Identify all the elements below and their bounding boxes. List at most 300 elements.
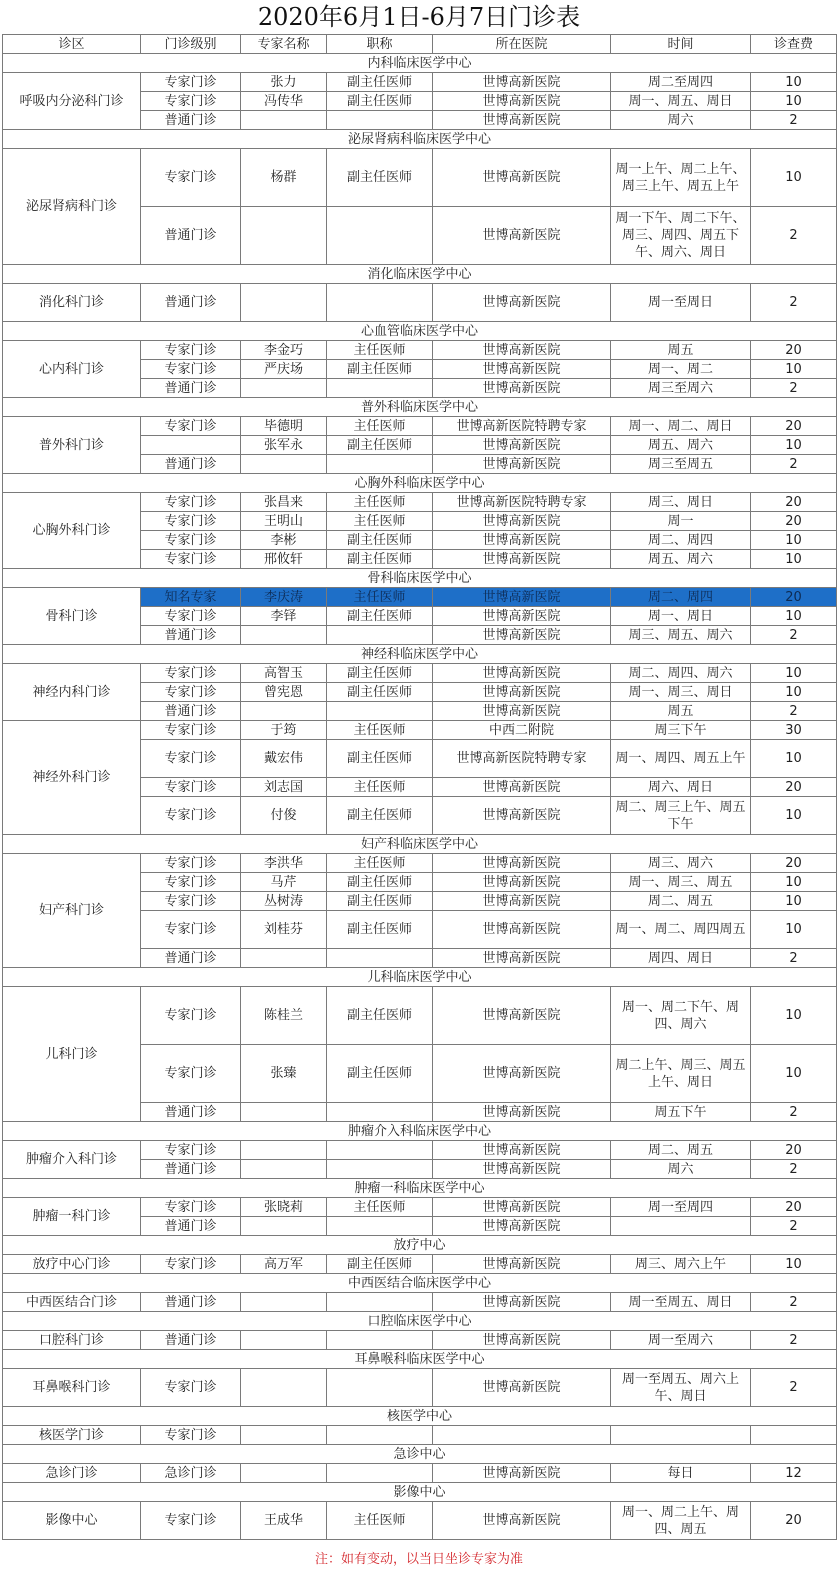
hospital-cell: 世博高新医院 (433, 550, 611, 569)
col-header-title: 职称 (327, 35, 433, 54)
expert-name-cell: 高智玉 (241, 664, 327, 683)
expert-name-cell: 李洪华 (241, 854, 327, 873)
level-cell: 专家门诊 (141, 664, 241, 683)
time-cell: 周一至周五、周六上午、周日 (611, 1369, 751, 1407)
expert-name-cell: 张晓莉 (241, 1198, 327, 1217)
expert-name-cell (241, 1103, 327, 1122)
hospital-cell: 世博高新医院 (433, 512, 611, 531)
section-header-row (3, 265, 837, 284)
level-cell: 普通门诊 (141, 455, 241, 474)
expert-name-cell (241, 1426, 327, 1445)
table-row (3, 1141, 837, 1160)
table-row (3, 284, 837, 322)
level-cell: 专家门诊 (141, 512, 241, 531)
section-header-row (3, 398, 837, 417)
fee-cell: 20 (751, 1198, 837, 1217)
time-cell: 周一上午、周二上午、周三上午、周五上午 (611, 149, 751, 207)
rank-cell (327, 1217, 433, 1236)
rank-cell: 副主任医师 (327, 873, 433, 892)
rank-cell (327, 1426, 433, 1445)
level-cell: 普通门诊 (141, 284, 241, 322)
fee-cell: 10 (751, 1255, 837, 1274)
rank-cell: 主任医师 (327, 417, 433, 436)
time-cell: 周一、周二下午、周四、周六 (611, 987, 751, 1045)
expert-name-cell: 戴宏伟 (241, 740, 327, 778)
section-header-row (3, 1350, 837, 1369)
clinic-zone-cell: 影像中心 (3, 1502, 141, 1540)
rank-cell: 主任医师 (327, 721, 433, 740)
table-header-row (3, 35, 837, 54)
rank-cell (327, 284, 433, 322)
time-cell: 周六 (611, 1160, 751, 1179)
table-row (3, 987, 837, 1045)
expert-name-cell: 付俊 (241, 797, 327, 835)
col-header-level: 门诊级别 (141, 35, 241, 54)
level-cell: 专家门诊 (141, 149, 241, 207)
fee-cell: 10 (751, 149, 837, 207)
hospital-cell: 中西二附院 (433, 721, 611, 740)
section-title: 心血管临床医学中心 (3, 322, 837, 341)
fee-cell: 20 (751, 417, 837, 436)
section-title: 心胸外科临床医学中心 (3, 474, 837, 493)
fee-cell: 2 (751, 1369, 837, 1407)
rank-cell: 主任医师 (327, 854, 433, 873)
clinic-zone-cell: 放疗中心门诊 (3, 1255, 141, 1274)
level-cell: 知名专家 (141, 588, 241, 607)
rank-cell: 副主任医师 (327, 607, 433, 626)
level-cell: 普通门诊 (141, 702, 241, 721)
fee-cell: 2 (751, 379, 837, 398)
time-cell: 周二、周四 (611, 531, 751, 550)
section-header-row (3, 569, 837, 588)
fee-cell: 10 (751, 683, 837, 702)
expert-name-cell: 李金巧 (241, 341, 327, 360)
rank-cell: 主任医师 (327, 512, 433, 531)
rank-cell: 主任医师 (327, 588, 433, 607)
expert-name-cell: 杨群 (241, 149, 327, 207)
level-cell: 普通门诊 (141, 207, 241, 265)
rank-cell: 副主任医师 (327, 1255, 433, 1274)
rank-cell (327, 455, 433, 474)
level-cell: 专家门诊 (141, 1045, 241, 1103)
expert-name-cell (241, 702, 327, 721)
expert-name-cell (241, 284, 327, 322)
rank-cell: 副主任医师 (327, 360, 433, 379)
hospital-cell: 世博高新医院 (433, 284, 611, 322)
fee-cell: 12 (751, 1464, 837, 1483)
page-title: 2020年6月1日-6月7日门诊表 (257, 3, 581, 31)
hospital-cell: 世博高新医院 (433, 987, 611, 1045)
section-header-row (3, 1122, 837, 1141)
fee-cell: 20 (751, 1502, 837, 1540)
hospital-cell: 世博高新医院 (433, 341, 611, 360)
time-cell: 周五、周六 (611, 436, 751, 455)
clinic-zone-cell: 儿科门诊 (3, 987, 141, 1122)
clinic-zone-cell: 神经内科门诊 (3, 664, 141, 721)
section-header-row (3, 1445, 837, 1464)
level-cell: 专家门诊 (141, 607, 241, 626)
level-cell: 专家门诊 (141, 797, 241, 835)
col-header-fee: 诊查费 (751, 35, 837, 54)
section-title: 核医学中心 (3, 1407, 837, 1426)
section-title: 神经科临床医学中心 (3, 645, 837, 664)
fee-cell: 10 (751, 73, 837, 92)
time-cell: 周一、周二、周日 (611, 417, 751, 436)
fee-cell: 10 (751, 797, 837, 835)
clinic-zone-cell: 急诊门诊 (3, 1464, 141, 1483)
fee-cell: 2 (751, 949, 837, 968)
rank-cell (327, 1160, 433, 1179)
expert-name-cell: 张昌来 (241, 493, 327, 512)
level-cell: 专家门诊 (141, 341, 241, 360)
section-header-row (3, 968, 837, 987)
hospital-cell: 世博高新医院 (433, 664, 611, 683)
hospital-cell: 世博高新医院 (433, 892, 611, 911)
level-cell: 专家门诊 (141, 778, 241, 797)
section-title: 肿瘤一科临床医学中心 (3, 1179, 837, 1198)
level-cell: 普通门诊 (141, 1160, 241, 1179)
level-cell: 专家门诊 (141, 493, 241, 512)
hospital-cell: 世博高新医院 (433, 1293, 611, 1312)
clinic-zone-cell: 肿瘤一科门诊 (3, 1198, 141, 1236)
fee-cell: 2 (751, 1103, 837, 1122)
fee-cell: 2 (751, 455, 837, 474)
clinic-zone-cell: 心内科门诊 (3, 341, 141, 398)
table-row (3, 417, 837, 436)
fee-cell: 10 (751, 1045, 837, 1103)
time-cell: 周一、周二、周四周五 (611, 911, 751, 949)
expert-name-cell: 丛树涛 (241, 892, 327, 911)
hospital-cell: 世博高新医院 (433, 683, 611, 702)
section-header-row (3, 645, 837, 664)
section-title: 急诊中心 (3, 1445, 837, 1464)
hospital-cell: 世博高新医院 (433, 588, 611, 607)
rank-cell: 副主任医师 (327, 531, 433, 550)
time-cell (611, 1426, 751, 1445)
hospital-cell: 世博高新医院 (433, 949, 611, 968)
time-cell: 周二至周四 (611, 73, 751, 92)
section-title: 骨科临床医学中心 (3, 569, 837, 588)
table-row (3, 1369, 837, 1407)
rank-cell: 主任医师 (327, 493, 433, 512)
rank-cell: 主任医师 (327, 1198, 433, 1217)
hospital-cell (433, 1426, 611, 1445)
level-cell: 专家门诊 (141, 740, 241, 778)
fee-cell: 20 (751, 588, 837, 607)
level-cell: 专家门诊 (141, 92, 241, 111)
rank-cell (327, 626, 433, 645)
hospital-cell: 世博高新医院 (433, 797, 611, 835)
time-cell: 每日 (611, 1464, 751, 1483)
rank-cell: 副主任医师 (327, 797, 433, 835)
expert-name-cell (241, 379, 327, 398)
level-cell (141, 436, 241, 455)
time-cell: 周五 (611, 702, 751, 721)
expert-name-cell: 陈桂兰 (241, 987, 327, 1045)
hospital-cell: 世博高新医院 (433, 626, 611, 645)
rank-cell: 主任医师 (327, 341, 433, 360)
time-cell: 周六、周日 (611, 778, 751, 797)
fee-cell: 2 (751, 111, 837, 130)
rank-cell: 副主任医师 (327, 911, 433, 949)
fee-cell: 2 (751, 1293, 837, 1312)
rank-cell: 副主任医师 (327, 149, 433, 207)
level-cell: 专家门诊 (141, 892, 241, 911)
col-header-time: 时间 (611, 35, 751, 54)
rank-cell (327, 111, 433, 130)
level-cell: 专家门诊 (141, 1255, 241, 1274)
time-cell: 周三、周六 (611, 854, 751, 873)
expert-name-cell (241, 111, 327, 130)
hospital-cell: 世博高新医院 (433, 1464, 611, 1483)
time-cell: 周六 (611, 111, 751, 130)
section-title: 儿科临床医学中心 (3, 968, 837, 987)
level-cell: 普通门诊 (141, 1331, 241, 1350)
level-cell: 专家门诊 (141, 683, 241, 702)
level-cell: 普通门诊 (141, 379, 241, 398)
hospital-cell: 世博高新医院 (433, 702, 611, 721)
table-row (3, 854, 837, 873)
table-row (3, 149, 837, 207)
rank-cell: 主任医师 (327, 778, 433, 797)
clinic-zone-cell: 核医学门诊 (3, 1426, 141, 1445)
time-cell: 周一下午、周二下午、周三、周四、周五下午、周六、周日 (611, 207, 751, 265)
hospital-cell: 世博高新医院 (433, 854, 611, 873)
clinic-zone-cell: 泌尿肾病科门诊 (3, 149, 141, 265)
section-header-row (3, 1274, 837, 1293)
fee-cell: 10 (751, 360, 837, 379)
hospital-cell: 世博高新医院 (433, 531, 611, 550)
fee-cell: 20 (751, 778, 837, 797)
fee-cell: 20 (751, 512, 837, 531)
expert-name-cell: 王成华 (241, 1502, 327, 1540)
level-cell: 专家门诊 (141, 1198, 241, 1217)
hospital-cell: 世博高新医院特聘专家 (433, 740, 611, 778)
section-title: 泌尿肾病科临床医学中心 (3, 130, 837, 149)
level-cell: 专家门诊 (141, 550, 241, 569)
section-title: 妇产科临床医学中心 (3, 835, 837, 854)
hospital-cell: 世博高新医院 (433, 1103, 611, 1122)
expert-name-cell: 刘桂芬 (241, 911, 327, 949)
fee-cell: 2 (751, 284, 837, 322)
expert-name-cell (241, 1160, 327, 1179)
time-cell: 周一、周五、周日 (611, 92, 751, 111)
time-cell: 周二上午、周三、周五上午、周日 (611, 1045, 751, 1103)
fee-cell: 2 (751, 1160, 837, 1179)
hospital-cell: 世博高新医院 (433, 1198, 611, 1217)
section-title: 放疗中心 (3, 1236, 837, 1255)
schedule-table (2, 34, 837, 1540)
hospital-cell: 世博高新医院 (433, 1160, 611, 1179)
rank-cell: 副主任医师 (327, 73, 433, 92)
expert-name-cell (241, 1464, 327, 1483)
fee-cell: 20 (751, 341, 837, 360)
fee-cell: 10 (751, 892, 837, 911)
hospital-cell: 世博高新医院 (433, 455, 611, 474)
expert-name-cell: 张力 (241, 73, 327, 92)
level-cell: 专家门诊 (141, 73, 241, 92)
hospital-cell: 世博高新医院 (433, 1369, 611, 1407)
fee-cell: 2 (751, 1217, 837, 1236)
rank-cell (327, 1293, 433, 1312)
hospital-cell: 世博高新医院 (433, 911, 611, 949)
hospital-cell: 世博高新医院 (433, 1045, 611, 1103)
rank-cell: 主任医师 (327, 1502, 433, 1540)
expert-name-cell (241, 1217, 327, 1236)
expert-name-cell: 严庆场 (241, 360, 327, 379)
fee-cell: 20 (751, 854, 837, 873)
hospital-cell: 世博高新医院 (433, 1141, 611, 1160)
expert-name-cell: 张臻 (241, 1045, 327, 1103)
rank-cell (327, 1464, 433, 1483)
fee-cell: 10 (751, 911, 837, 949)
col-header-expert: 专家名称 (241, 35, 327, 54)
clinic-zone-cell: 心胸外科门诊 (3, 493, 141, 569)
col-header-hospital: 所在医院 (433, 35, 611, 54)
expert-name-cell: 曾宪恩 (241, 683, 327, 702)
fee-cell: 20 (751, 493, 837, 512)
level-cell: 专家门诊 (141, 1141, 241, 1160)
time-cell: 周一 (611, 512, 751, 531)
time-cell: 周三至周六 (611, 379, 751, 398)
fee-cell: 30 (751, 721, 837, 740)
section-header-row (3, 1407, 837, 1426)
clinic-zone-cell: 神经外科门诊 (3, 721, 141, 835)
time-cell: 周五、周六 (611, 550, 751, 569)
section-title: 耳鼻喉科临床医学中心 (3, 1350, 837, 1369)
time-cell: 周二、周五 (611, 1141, 751, 1160)
time-cell: 周一、周日 (611, 607, 751, 626)
table-row (3, 73, 837, 92)
section-title: 肿瘤介入科临床医学中心 (3, 1122, 837, 1141)
time-cell: 周二、周三上午、周五下午 (611, 797, 751, 835)
time-cell: 周三下午 (611, 721, 751, 740)
rank-cell: 副主任医师 (327, 436, 433, 455)
expert-name-cell: 于筠 (241, 721, 327, 740)
hospital-cell: 世博高新医院 (433, 73, 611, 92)
level-cell: 普通门诊 (141, 111, 241, 130)
table-row (3, 1502, 837, 1540)
fee-cell: 10 (751, 740, 837, 778)
table-row (3, 664, 837, 683)
hospital-cell: 世博高新医院 (433, 379, 611, 398)
hospital-cell: 世博高新医院特聘专家 (433, 493, 611, 512)
clinic-zone-cell: 妇产科门诊 (3, 854, 141, 968)
fee-cell: 10 (751, 664, 837, 683)
table-row (3, 493, 837, 512)
level-cell: 专家门诊 (141, 417, 241, 436)
level-cell: 专家门诊 (141, 911, 241, 949)
table-row (3, 1426, 837, 1445)
table-row (3, 1293, 837, 1312)
clinic-zone-cell: 呼吸内分泌科门诊 (3, 73, 141, 130)
level-cell: 专家门诊 (141, 531, 241, 550)
hospital-cell: 世博高新医院 (433, 1217, 611, 1236)
level-cell: 普通门诊 (141, 626, 241, 645)
time-cell: 周五 (611, 341, 751, 360)
expert-name-cell (241, 1331, 327, 1350)
time-cell: 周一至周日 (611, 284, 751, 322)
rank-cell (327, 1331, 433, 1350)
fee-cell: 20 (751, 1141, 837, 1160)
level-cell: 专家门诊 (141, 987, 241, 1045)
table-row (3, 721, 837, 740)
section-header-row (3, 474, 837, 493)
clinic-zone-cell: 普外科门诊 (3, 417, 141, 474)
footer-note: 注：如有变动，以当日坐诊专家为准 (314, 1552, 523, 1567)
rank-cell: 副主任医师 (327, 987, 433, 1045)
section-header-row (3, 835, 837, 854)
expert-name-cell (241, 626, 327, 645)
table-row (3, 1464, 837, 1483)
expert-name-cell (241, 1141, 327, 1160)
section-title: 中西医结合临床医学中心 (3, 1274, 837, 1293)
section-header-row (3, 130, 837, 149)
level-cell: 普通门诊 (141, 949, 241, 968)
expert-name-cell: 李彬 (241, 531, 327, 550)
clinic-zone-cell: 骨科门诊 (3, 588, 141, 645)
hospital-cell: 世博高新医院 (433, 778, 611, 797)
hospital-cell: 世博高新医院 (433, 1331, 611, 1350)
fee-cell: 10 (751, 436, 837, 455)
expert-name-cell: 冯传华 (241, 92, 327, 111)
time-cell: 周三、周六上午 (611, 1255, 751, 1274)
expert-name-cell: 李铎 (241, 607, 327, 626)
fee-cell (751, 1426, 837, 1445)
hospital-cell: 世博高新医院特聘专家 (433, 417, 611, 436)
hospital-cell: 世博高新医院 (433, 1502, 611, 1540)
level-cell: 普通门诊 (141, 1103, 241, 1122)
level-cell: 普通门诊 (141, 1293, 241, 1312)
rank-cell (327, 379, 433, 398)
section-header-row (3, 1236, 837, 1255)
time-cell: 周二、周四 (611, 588, 751, 607)
rank-cell (327, 949, 433, 968)
rank-cell: 副主任医师 (327, 664, 433, 683)
section-title: 消化临床医学中心 (3, 265, 837, 284)
expert-name-cell: 王明山 (241, 512, 327, 531)
time-cell (611, 1217, 751, 1236)
section-title: 内科临床医学中心 (3, 54, 837, 73)
section-header-row (3, 1483, 837, 1502)
fee-cell: 2 (751, 207, 837, 265)
rank-cell (327, 1369, 433, 1407)
rank-cell: 副主任医师 (327, 740, 433, 778)
expert-name-cell: 李庆涛 (241, 588, 327, 607)
time-cell: 周二、周四、周六 (611, 664, 751, 683)
col-header-zone: 诊区 (3, 35, 141, 54)
fee-cell: 2 (751, 1331, 837, 1350)
expert-name-cell: 邢攸轩 (241, 550, 327, 569)
section-title: 影像中心 (3, 1483, 837, 1502)
time-cell: 周三、周五、周六 (611, 626, 751, 645)
level-cell: 专家门诊 (141, 873, 241, 892)
expert-name-cell: 高万军 (241, 1255, 327, 1274)
rank-cell (327, 207, 433, 265)
time-cell: 周一、周二 (611, 360, 751, 379)
section-header-row (3, 54, 837, 73)
time-cell: 周一至周四 (611, 1198, 751, 1217)
table-row (3, 1255, 837, 1274)
schedule-body (3, 54, 837, 1540)
hospital-cell: 世博高新医院 (433, 873, 611, 892)
time-cell: 周一、周二上午、周四、周五 (611, 1502, 751, 1540)
time-cell: 周一、周三、周日 (611, 683, 751, 702)
fee-cell: 10 (751, 531, 837, 550)
hospital-cell: 世博高新医院 (433, 607, 611, 626)
level-cell: 普通门诊 (141, 1217, 241, 1236)
time-cell: 周一、周三、周五 (611, 873, 751, 892)
